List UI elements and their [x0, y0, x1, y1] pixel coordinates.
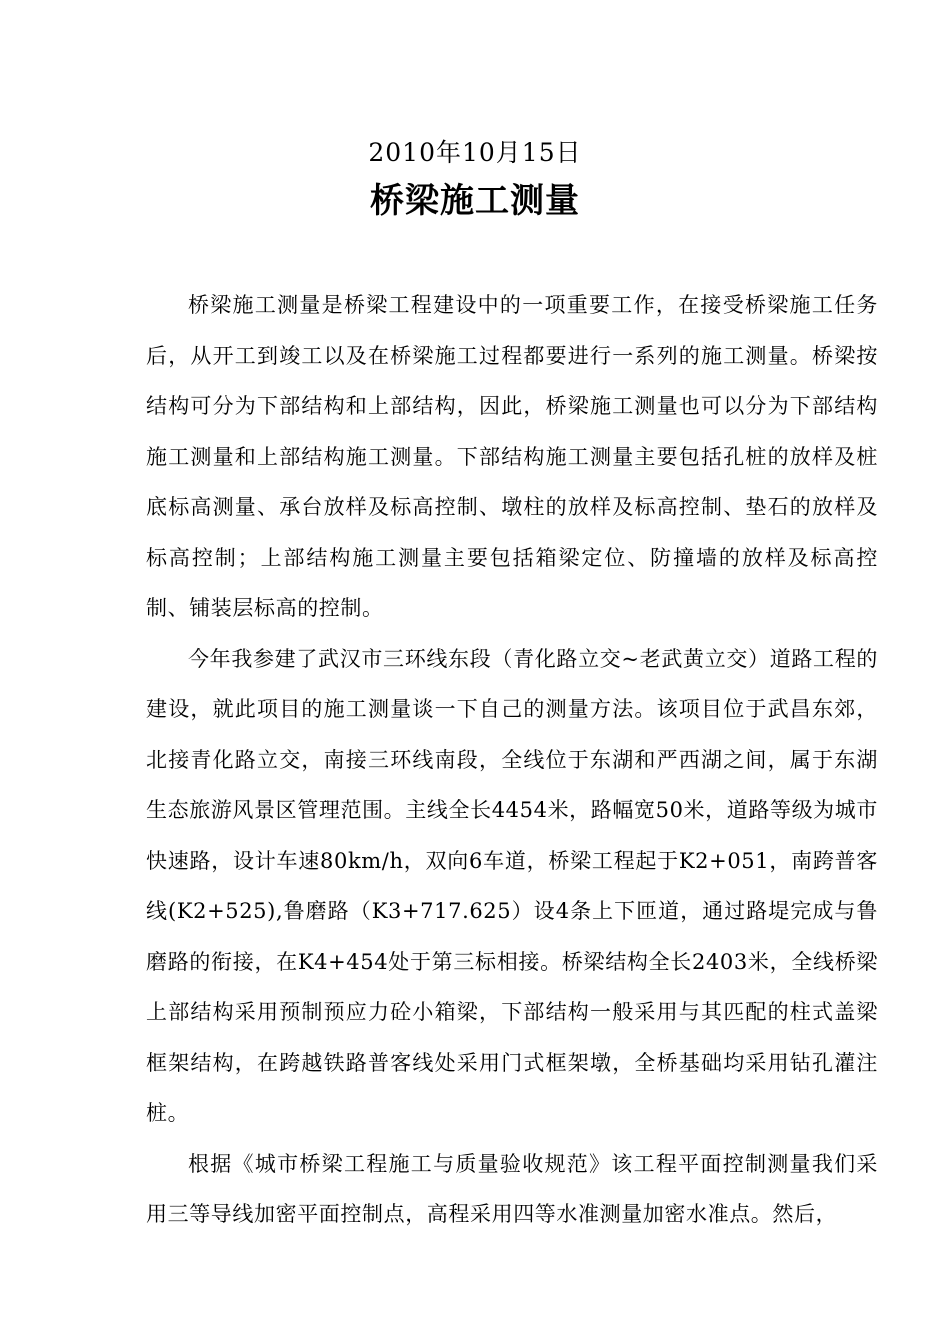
document-body [146, 280, 878, 1240]
paragraph-project: 今年我参建了武汉市三环线东段（青化路立交~老武黄立交）道路工程的建设，就此项目的施工测量谈一下自己的测量方法。该项目位于武昌东郊，北接青化路立交，南接三环线南段，全线位于东湖和严西湖之间，属于东湖生态旅游风景区管理范围。主线全长4454米，路幅宽50米，道路等级为城市快速路，设计车速80km/h，双向6车道，桥梁工程起于K2+051，南跨普客线(K2+525),鲁磨路（K3+717.625）设4条上下匝道，通过路堤完成与鲁磨路的衔接，在K4+454处于第三标相接。桥梁结构全长2403米，全线桥梁上部结构采用预制预应力砼小箱梁，下部结构一般采用与其匹配的柱式盖梁框架结构，在跨越铁路普客线处采用门式框架墩，全桥基础均采用钻孔灌注桩。 [146, 646, 878, 1125]
document-date: 2010年10月15日 [368, 138, 582, 167]
paragraph-intro: 桥梁施工测量是桥梁工程建设中的一项重要工作，在接受桥梁施工任务后，从开工到竣工以及在桥梁施工过程都要进行一系列的施工测量。桥梁按结构可分为下部结构和上部结构，因此，桥梁施工测量也可以分为下部结构施工测量和上部结构施工测量。下部结构施工测量主要包括孔桩的放样及桩底标高测量、承台放样及标高控制、墩柱的放样及标高控制、垫石的放样及标高控制；上部结构施工测量主要包括箱梁定位、防撞墙的放样及标高控制、铺装层标高的控制。 [146, 293, 878, 620]
paragraph-control-survey: 根据《城市桥梁工程施工与质量验收规范》该工程平面控制测量我们采用三等导线加密平面控制点，高程采用四等水准测量加密水准点。然后， [146, 1151, 878, 1226]
document-title: 桥梁施工测量 [370, 181, 580, 221]
